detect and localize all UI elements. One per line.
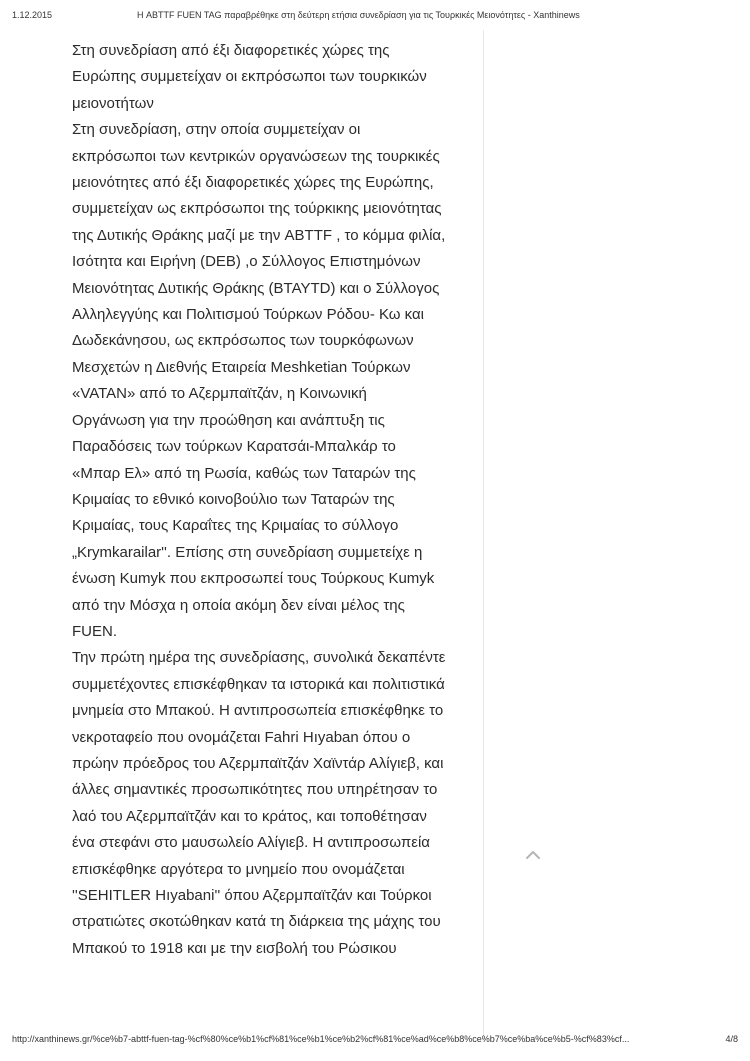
article-line: νεκροταφείο που ονομάζεται Fahri Hıyaban όπου ο — [72, 728, 411, 746]
article-line: Κριμαίας, τους Καραΐτες της Κριμαίας το σύλλογο — [72, 517, 399, 535]
article-line: Μεσχετών η Διεθνής Εταιρεία Meshketian Τούρκων — [72, 358, 411, 376]
article-line: συμμετέχοντες επισκέφθηκαν τα ιστορικά και πολιτιστικά — [72, 675, 445, 693]
article-line: εκπρόσωποι των κεντρικών οργανώσεων της τουρκικές — [72, 147, 440, 165]
article-line: ένα στεφάνι στο μαυσωλείο Αλίγιεβ. Η αντιπροσωπεία — [72, 834, 430, 852]
article-line: „Krymkarailar''. Επίσης στη συνεδρίαση συμμετείχε η — [72, 543, 423, 561]
article-line: μνημεία στο Μπακού. Η αντιπροσωπεία επισκέφθηκε το — [72, 702, 444, 720]
article-line: «Μπαρ Ελ» από τη Ρωσία, καθώς των Ταταρών της — [72, 464, 416, 482]
print-footer — [12, 1034, 738, 1048]
print-url: http://xanthinews.gr/%ce%b7-abttf-fuen-tag-%cf%80%ce%b1%cf%81%ce%b1%ce%b2%cf%81%ce%ad%ce%b8%ce%b7%ce%ba%ce%b5-%cf%83%cf... — [12, 1034, 630, 1044]
print-date: 1.12.2015 — [12, 10, 53, 20]
print-page-number: 4/8 — [725, 1034, 738, 1044]
print-page-title: Η ABTTF FUEN TAG παραβρέθηκε στη δεύτερη ετήσια συνεδρίαση για τις Τουρκικές Μειονότητες - Xanthinews — [137, 10, 580, 20]
article-line: μειονότητες από έξι διαφορετικές χώρες της Ευρώπης, — [72, 174, 434, 192]
chevron-up-icon — [525, 850, 541, 860]
article-line: Μπακού το 1918 και με την εισβολή του Ρώσικου — [72, 939, 397, 957]
article-line: Παραδόσεις των τούρκων Καρατσάι-Μπαλκάρ το — [72, 438, 396, 456]
back-to-top-button[interactable] — [520, 842, 546, 868]
article-line: Κριμαίας το εθνικό κοινοβούλιο των Ταταρών της — [72, 490, 395, 508]
article-line: ένωση Kumyk που εκπροσωπεί τους Τούρκους Kumyk — [72, 570, 435, 588]
article-line: Αλληλεγγύης και Πολιτισμού Τούρκων Ρόδου- Κω και — [72, 306, 425, 324]
article-line: της Δυτικής Θράκης μαζί με την ABTTF , το κόμμα φιλία, — [72, 226, 446, 244]
article-line: ''SEHITLER Hıyabani'' όπου Αζερμπαϊτζάν και Τούρκοι — [72, 887, 432, 904]
article-line: FUEN. — [72, 622, 117, 640]
article-line: μειονοτήτων — [72, 94, 154, 112]
article-line: Οργάνωση για την προώθηση και ανάπτυξη τις — [72, 411, 385, 429]
article-line: Μειονότητας Δυτικής Θράκης (BTAYTD) και ο Σύλλογος — [72, 279, 440, 297]
article-line: Στη συνεδρίαση, στην οποία συμμετείχαν οι — [72, 121, 361, 139]
article-line: άλλες σημαντικές προσωπικότητες που υπηρέτησαν το — [72, 781, 438, 799]
article-line: Στη συνεδρίαση από έξι διαφορετικές χώρες της — [72, 42, 390, 59]
article-line: Ισότητα και Ειρήνη (DEB) ,ο Σύλλογος Επιστημόνων — [72, 253, 421, 271]
article-line: «VATAN» από το Αζερμπαϊτζάν, η Κοινωνική — [72, 385, 367, 403]
article-line: Την πρώτη ημέρα της συνεδρίασης, συνολικά δεκαπέντε — [72, 649, 446, 667]
article-body — [72, 38, 474, 962]
print-header — [12, 10, 738, 24]
article-line: λαό του Αζερμπαϊτζάν και το κράτος, και τοποθέτησαν — [72, 807, 427, 825]
article-line: από την Μόσχα η οποία ακόμη δεν είναι μέλος της — [72, 596, 405, 614]
article-line: στρατιώτες σκοτώθηκαν κατά τη διάρκεια της μάχης του — [72, 913, 441, 931]
article-line: πρώην πρόεδρος του Αζερμπαϊτζάν Χαϊντάρ Αλίγιεβ, και — [72, 754, 444, 772]
article-line: επισκέφθηκε αργότερα το μνημείο που ονομάζεται — [72, 860, 405, 878]
sidebar-divider — [483, 30, 484, 1040]
article-line: Ευρώπης συμμετείχαν οι εκπρόσωποι των τουρκικών — [72, 68, 427, 86]
article-line: συμμετείχαν ως εκπρόσωποι της τούρκικης μειονότητας — [72, 200, 442, 218]
article-line: Δωδεκάνησου, ως εκπρόσωπος των τουρκόφωνων — [72, 332, 414, 350]
